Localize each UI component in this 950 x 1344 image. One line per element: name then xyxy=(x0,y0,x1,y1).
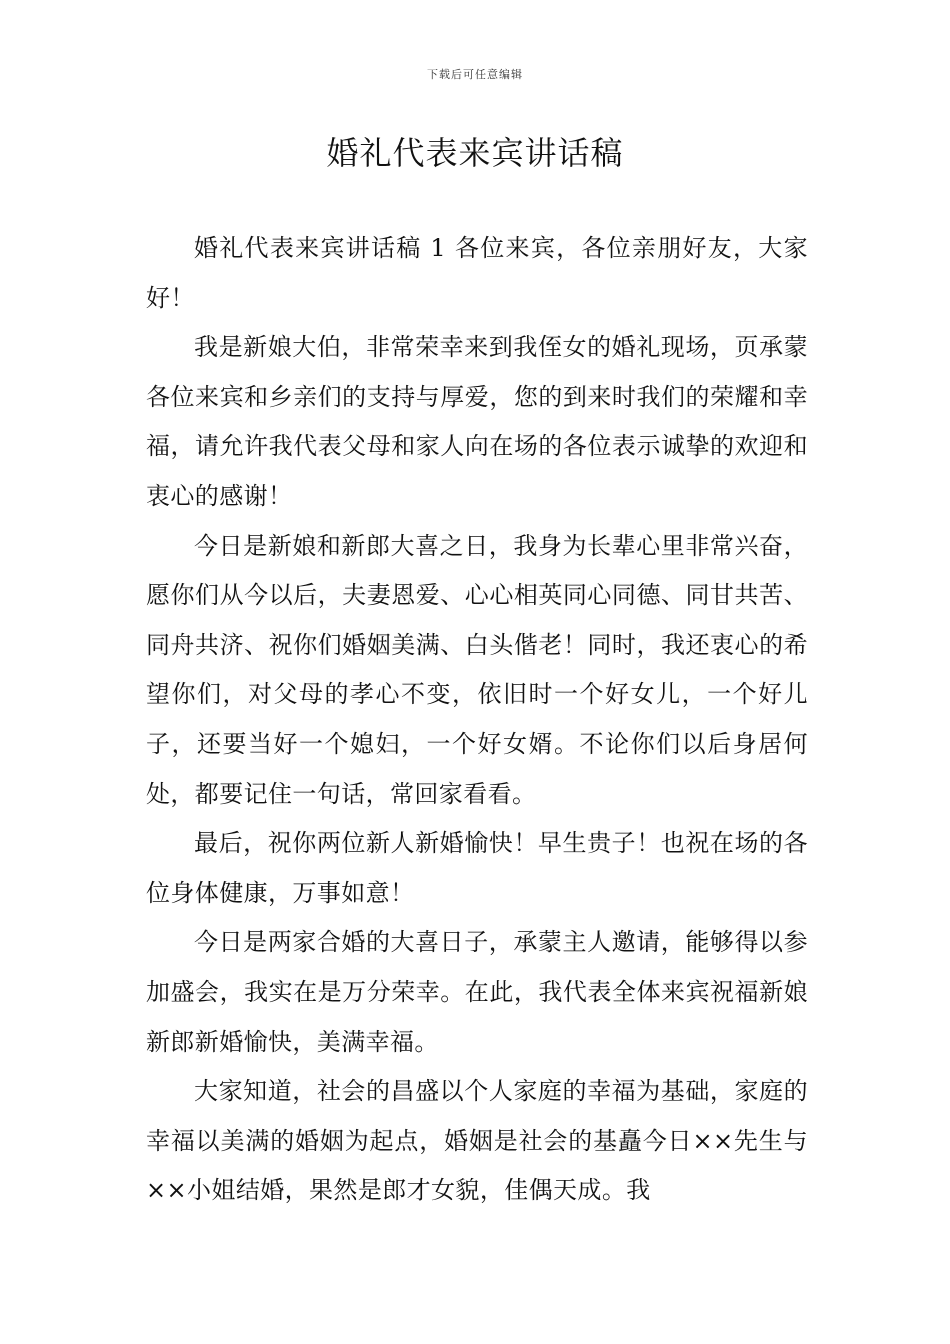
paragraph-5: 今日是两家合婚的大喜日子，承蒙主人邀请，能够得以参加盛会，我实在是万分荣幸。在此，我代表全体来宾祝福新娘新郎新婚愉快，美满幸福。 xyxy=(146,928,808,1056)
paragraph-1: 婚礼代表来宾讲话稿 1 各位来宾，各位亲朋好友，大家好！ xyxy=(146,234,808,312)
header-note: 下载后可任意编辑 xyxy=(427,68,523,81)
document-title: 婚礼代表来宾讲话稿 xyxy=(326,134,624,172)
paragraph-3: 今日是新娘和新郎大喜之日，我身为长辈心里非常兴奋，愿你们从今以后，夫妻恩爱、心心相英同心同德、同甘共苦、同舟共济、祝你们婚姻美满、白头偕老！同时，我还衷心的希望你们，对父母的孝心不变，依旧时一个好女儿，一个好儿子，还要当好一个媳妇，一个好女婿。不论你们以后身居何处，都要记住一句话，常回家看看。 xyxy=(146,531,808,808)
paragraph-4: 最后，祝你两位新人新婚愉快！早生贵子！也祝在场的各位身体健康，万事如意！ xyxy=(146,829,808,907)
document-body xyxy=(146,224,808,1216)
paragraph-2: 我是新娘大伯，非常荣幸来到我侄女的婚礼现场，页承蒙各位来宾和乡亲们的支持与厚爱，您的到来时我们的荣耀和幸福，请允许我代表父母和家人向在场的各位表示诚挚的欢迎和衷心的感谢！ xyxy=(146,333,808,510)
paragraph-6: 大家知道，社会的昌盛以个人家庭的幸福为基础，家庭的幸福以美满的婚姻为起点，婚姻是社会的基矗今日××先生与××小姐结婚，果然是郎才女貌，佳偶天成。我 xyxy=(146,1077,808,1205)
